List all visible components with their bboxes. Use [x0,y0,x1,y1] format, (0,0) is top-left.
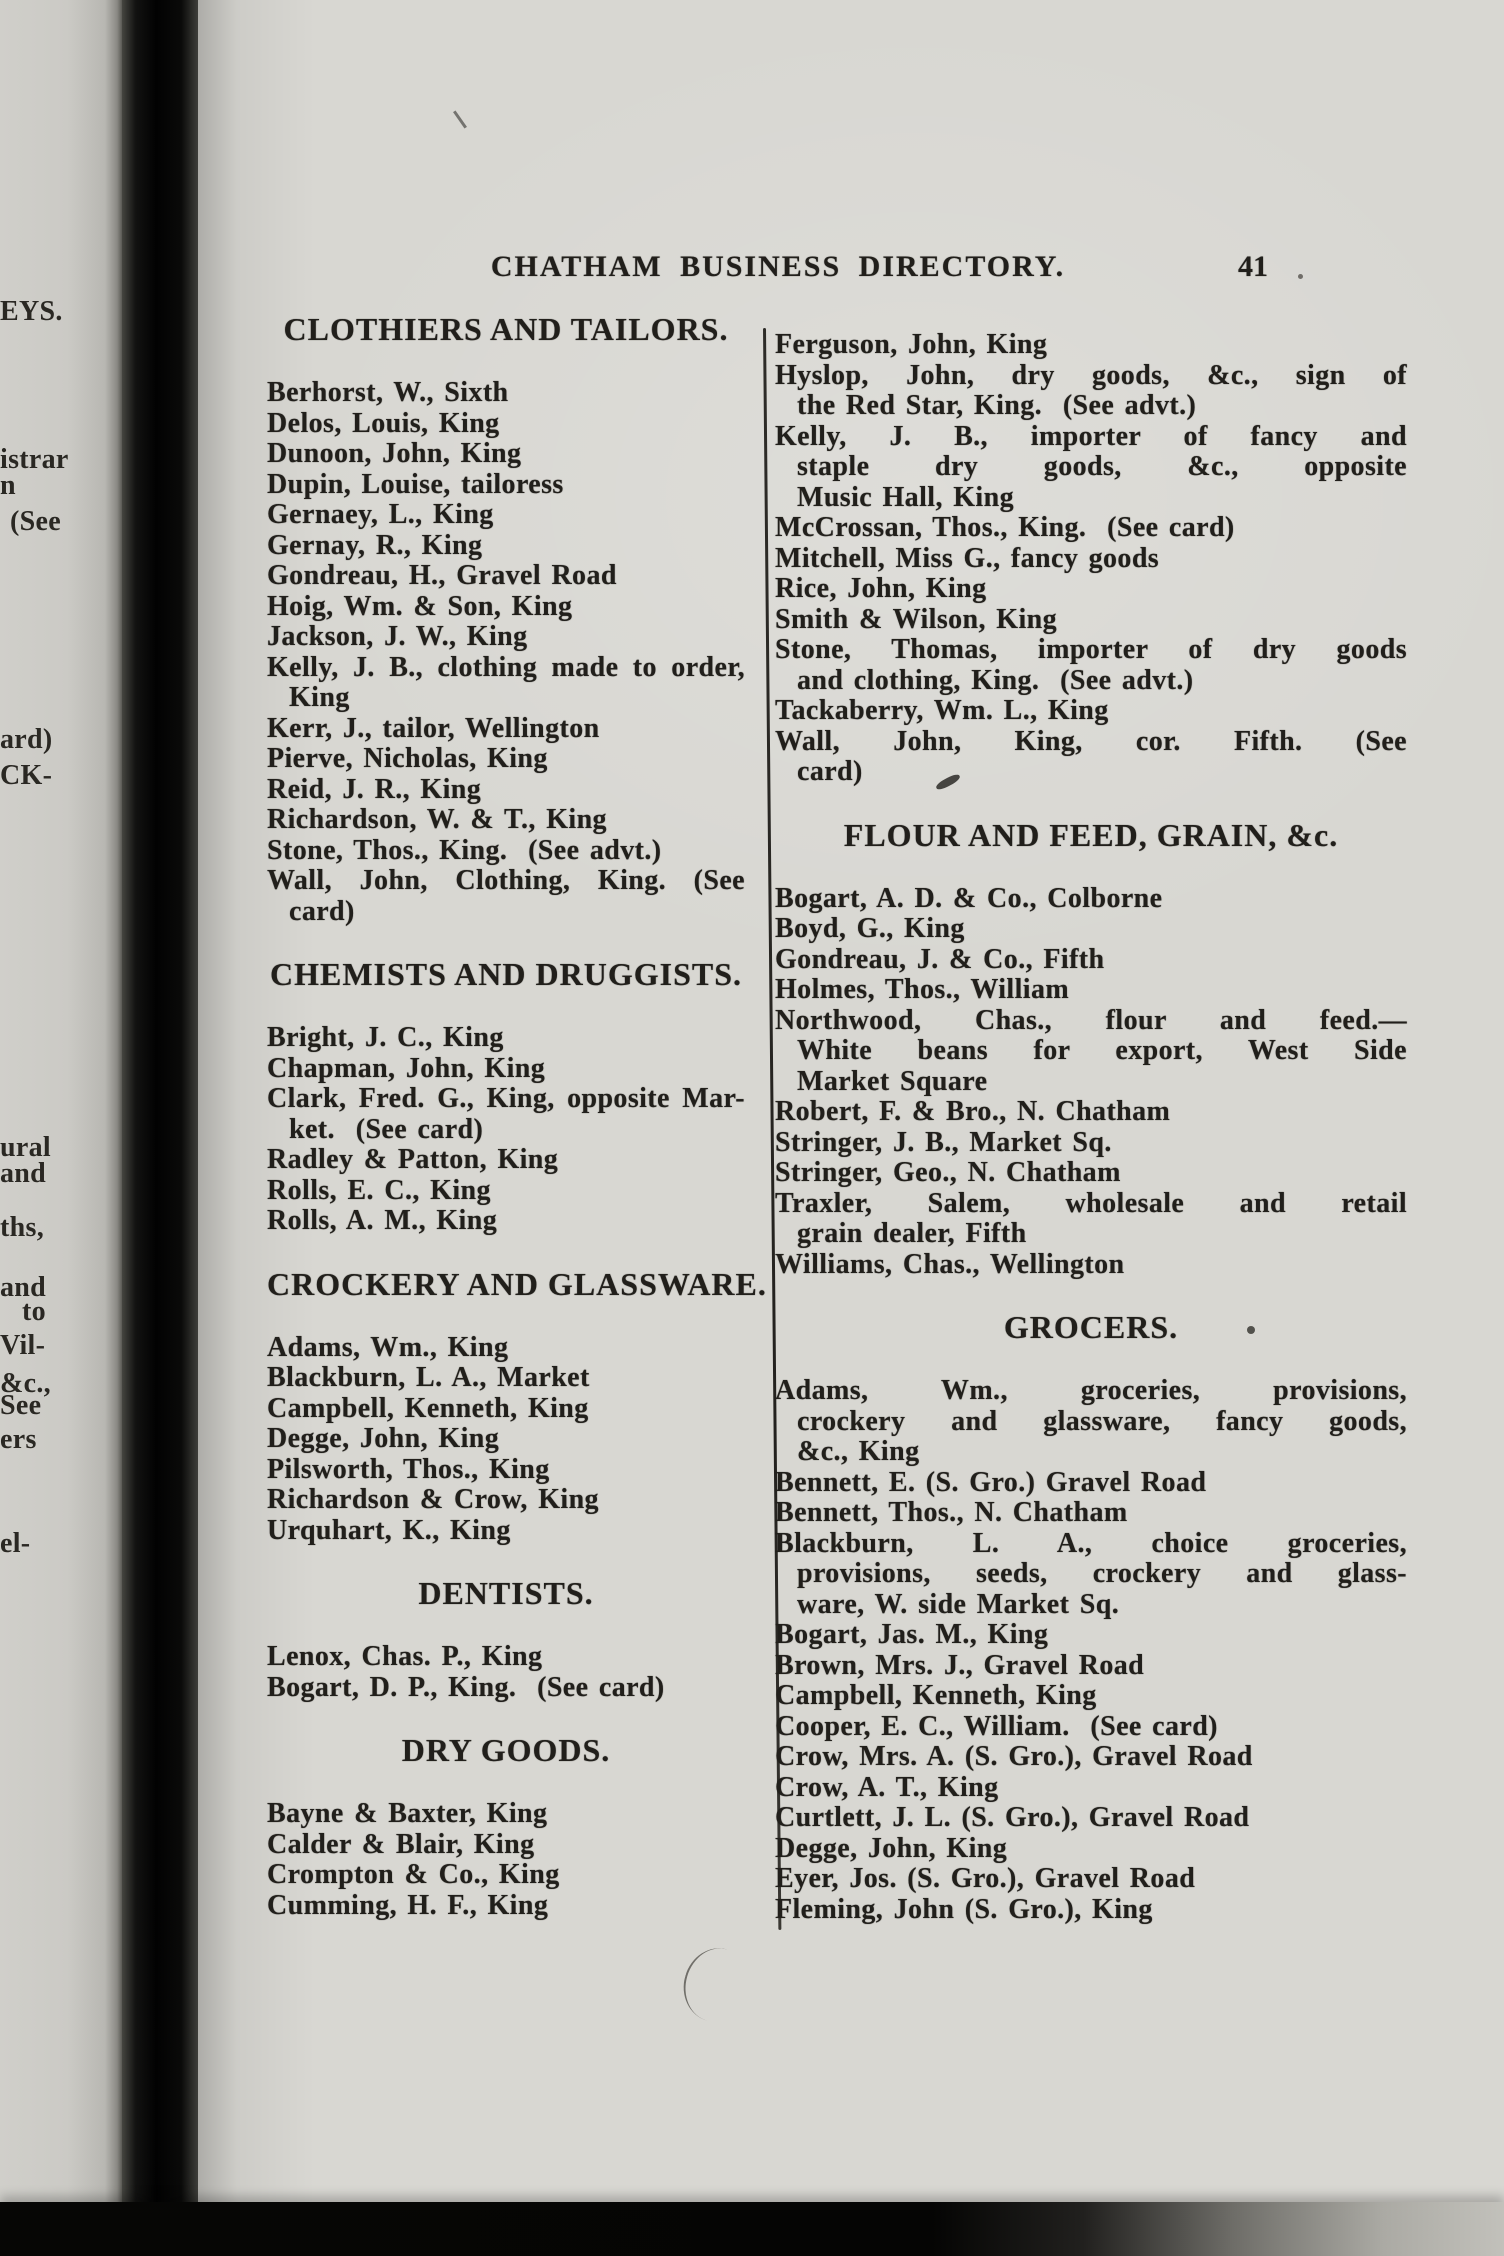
section-heading: DENTISTS. [418,1575,594,1611]
entry-line: Adams, Wm., groceries, provisions, [775,1375,1407,1406]
directory-entry [267,653,745,714]
directory-entry [267,1673,745,1704]
entry-line: Chapman, John, King [267,1052,546,1084]
entry-line: Hyslop, John, dry goods, &c., sign of [775,359,1407,391]
section-heading: FLOUR AND FEED, GRAIN, &c. [843,816,1339,853]
entry-line: the Red Star, King. (See advt.) [797,390,1197,421]
entry-line: Curtlett, J. L. (S. Gro.), Gravel Road [775,1802,1250,1833]
directory-entry [267,622,745,653]
directory-entry [267,1860,745,1891]
entry-line: Urquhart, K., King [267,1514,511,1546]
left-column [267,311,767,1921]
entry-line: Gondreau, H., Gravel Road [267,560,617,591]
directory-entry [775,1468,1407,1499]
directory-entry [267,1485,745,1516]
entry-line: Ferguson, John, King [775,329,1048,360]
directory-entry [775,975,1407,1006]
entry-line: &c., King [797,1436,920,1467]
entry-line: Tackaberry, Wm. L., King [775,695,1109,726]
entry-line: ket. (See card) [289,1113,484,1145]
directory-entry [775,727,1407,788]
entry-line: Campbell, Kenneth, King [775,1680,1097,1711]
entry-line: Delos, Louis, King [267,407,500,439]
edge-fragment: Vil- [0,1330,46,1361]
entry-line: Blackburn, L. A., choice groceries, [775,1527,1407,1559]
edge-fragment: &c., [0,1368,51,1399]
edge-fragment: (See [10,506,61,537]
entry-line: Kelly, J. B., clothing made to order, [267,651,745,683]
entry-line: crockery and glassware, fancy goods, [797,1405,1407,1437]
entry-line: Kelly, J. B., importer of fancy and [775,420,1407,452]
entry-line: Dunoon, John, King [267,438,522,469]
directory-entry [775,1742,1407,1773]
directory-entry [267,1176,745,1207]
directory-entry [775,1620,1407,1651]
directory-entry [775,914,1407,945]
entry-line: card) [289,895,355,927]
directory-entry [775,1250,1407,1281]
directory-entry [775,635,1407,696]
directory-entry [775,1498,1407,1529]
directory-entry [267,1799,745,1830]
directory-entry [775,574,1407,605]
entry-line: Crow, Mrs. A. (S. Gro.), Gravel Road [775,1741,1253,1772]
directory-entry [775,544,1407,575]
edge-fragment: ural [0,1132,51,1163]
edge-fragment: ers [0,1424,37,1455]
entry-line: Degge, John, King [775,1832,1008,1864]
entry-line: Hoig, Wm. & Son, King [267,590,573,622]
entry-line: Degge, John, King [267,1423,500,1454]
entry-list [267,1023,745,1237]
entry-line: King [289,682,350,713]
entry-line: Stone, Thomas, importer of dry goods [775,634,1407,665]
edge-fragment: and [0,1158,47,1189]
scan-artifact [675,1940,759,2029]
entry-line: Stringer, J. B., Market Sq. [775,1126,1112,1158]
entry-line: Music Hall, King [797,481,1014,513]
entry-line: Wall, John, King, cor. Fifth. (See [775,725,1407,757]
entry-line: Crompton & Co., King [267,1859,560,1890]
directory-entry [267,500,745,531]
directory-entry [267,1455,745,1486]
directory-entry [267,1084,745,1145]
entry-line: and clothing, King. (See advt.) [797,664,1194,696]
entry-line: Rice, John, King [775,573,987,604]
directory-entry [775,422,1407,514]
scan-artifact [453,110,467,128]
entry-line: Radley & Patton, King [267,1144,559,1175]
edge-fragment: CK- [0,760,53,791]
entry-line: Cumming, H. F., King [267,1889,549,1921]
entry-line: provisions, seeds, crockery and glass- [797,1558,1407,1589]
directory-entry [775,1158,1407,1189]
entry-line: Northwood, Chas., flour and feed.— [775,1004,1407,1036]
entry-line: Stringer, Geo., N. Chatham [775,1157,1121,1188]
entry-line: Calder & Blair, King [267,1828,535,1860]
directory-page [198,0,1504,2256]
entry-line: Crow, A. T., King [775,1771,999,1803]
directory-entry [267,836,745,867]
directory-entry [775,330,1407,361]
directory-entry [267,1642,745,1673]
entry-line: Richardson, W. & T., King [267,804,607,835]
directory-entry [267,1830,745,1861]
directory-entry [267,1206,745,1237]
entry-line: Dupin, Louise, tailoress [267,468,564,500]
entry-line: Kerr, J., tailor, Wellington [267,712,600,744]
directory-entry [267,1394,745,1425]
directory-entry [775,1006,1407,1098]
directory-entry [775,1128,1407,1159]
entry-line: Gondreau, J. & Co., Fifth [775,943,1105,975]
directory-entry [267,1023,745,1054]
entry-line: Reid, J. R., King [267,773,482,805]
entry-line: Clark, Fred. G., King, opposite Mar- [267,1083,745,1114]
section-heading: CLOTHIERS AND TAILORS. [283,311,729,347]
scan-artifact [1298,274,1303,279]
page-number: 41 [1238,250,1268,283]
entry-line: card) [797,756,863,787]
page-header: CHATHAM BUSINESS DIRECTORY. [490,250,1066,283]
edge-fragment: ths, [0,1212,44,1243]
directory-entry [267,1333,745,1364]
entry-line: Richardson & Crow, King [267,1484,599,1515]
edge-fragment: to [22,1296,46,1327]
entry-list [775,884,1407,1281]
directory-entry [775,1529,1407,1621]
entry-line: Holmes, Thos., William [775,974,1070,1005]
entry-line: Blackburn, L. A., Market [267,1362,590,1393]
directory-entry [775,1803,1407,1834]
directory-entry [267,531,745,562]
entry-line: Boyd, G., King [775,913,965,944]
entry-line: Smith & Wilson, King [775,603,1058,635]
entry-line: Bright, J. C., King [267,1022,504,1053]
entry-list [267,1799,745,1921]
entry-line: Wall, John, Clothing, King. (See [267,865,745,896]
entry-list [267,378,745,927]
entry-line: Bayne & Baxter, King [267,1798,548,1829]
entry-line: Eyer, Jos. (S. Gro.), Gravel Road [775,1863,1196,1894]
directory-entry [775,945,1407,976]
directory-entry [267,470,745,501]
book-gutter [122,0,198,2256]
entry-list [775,330,1407,788]
entry-line: Williams, Chas., Wellington [775,1248,1125,1280]
directory-entry [267,592,745,623]
section-heading: CHEMISTS AND DRUGGISTS. [270,956,742,992]
entry-line: Fleming, John (S. Gro.), King [775,1893,1153,1925]
previous-page-edge [0,0,122,2256]
entry-line: Lenox, Chas. P., King [267,1641,543,1672]
section-heading: GROCERS. [1003,1309,1179,1345]
entry-line: Berhorst, W., Sixth [267,377,509,408]
directory-entry [775,1651,1407,1682]
directory-entry [775,1712,1407,1743]
edge-fragment: See [0,1390,42,1421]
directory-entry [267,1054,745,1085]
entry-line: ware, W. side Market Sq. [797,1588,1120,1620]
right-column [775,330,1407,1925]
directory-entry [267,439,745,470]
directory-entry [267,1145,745,1176]
directory-entry [775,1895,1407,1926]
directory-entry [775,884,1407,915]
edge-fragment: EYS. [0,296,63,327]
directory-entry [267,866,745,927]
directory-entry [267,744,745,775]
entry-line: Stone, Thos., King. (See advt.) [267,834,662,866]
entry-line: Traxler, Salem, wholesale and retail [775,1187,1407,1219]
directory-entry [267,1516,745,1547]
entry-line: Market Square [797,1065,988,1097]
entry-line: Gernay, R., King [267,529,483,561]
entry-list [267,1642,745,1703]
entry-line: Campbell, Kenneth, King [267,1392,589,1424]
directory-entry [775,1864,1407,1895]
entry-line: Adams, Wm., King [267,1331,509,1363]
entry-line: Rolls, A. M., King [267,1205,498,1236]
entry-line: Pierve, Nicholas, King [267,743,548,774]
section-heading: CROCKERY AND GLASSWARE. [267,1265,767,1302]
directory-entry [267,714,745,745]
entry-line: Rolls, E. C., King [267,1174,491,1206]
directory-entry [267,805,745,836]
entry-line: Bogart, Jas. M., King [775,1619,1049,1650]
directory-entry [267,775,745,806]
entry-line: Bennett, E. (S. Gro.) Gravel Road [775,1466,1207,1498]
entry-line: Gernaey, L., King [267,499,494,530]
entry-line: staple dry goods, &c., opposite [797,451,1407,482]
directory-entry [267,1424,745,1455]
entry-line: McCrossan, Thos., King. (See card) [775,512,1235,543]
directory-entry [775,513,1407,544]
entry-line: Bennett, Thos., N. Chatham [775,1497,1128,1528]
directory-entry [775,1773,1407,1804]
entry-line: White beans for export, West Side [797,1035,1407,1066]
directory-entry [267,561,745,592]
directory-entry [267,1363,745,1394]
directory-entry [775,1681,1407,1712]
scan-artifact [1247,1326,1255,1334]
section-heading: DRY GOODS. [401,1732,611,1768]
entry-line: Pilsworth, Thos., King [267,1453,550,1485]
directory-entry [775,1376,1407,1468]
entry-line: Bogart, A. D. & Co., Colborne [775,882,1163,914]
directory-entry [775,696,1407,727]
directory-entry [267,378,745,409]
entry-list [775,1376,1407,1925]
directory-entry [267,409,745,440]
entry-line: grain dealer, Fifth [797,1218,1027,1249]
entry-line: Mitchell, Miss G., fancy goods [775,542,1160,574]
edge-fragment: ard) [0,724,53,755]
edge-fragment: n [0,470,16,501]
directory-entry [775,1834,1407,1865]
edge-fragment: istrar [0,444,69,475]
edge-fragment: el- [0,1528,31,1559]
entry-line: Jackson, J. W., King [267,621,528,652]
entry-line: Robert, F. & Bro., N. Chatham [775,1096,1171,1127]
bottom-scan-edge [0,2202,1504,2256]
directory-entry [775,1097,1407,1128]
entry-list [267,1333,745,1547]
entry-line: Bogart, D. P., King. (See card) [267,1671,665,1703]
directory-entry [775,605,1407,636]
directory-entry [775,361,1407,422]
edge-fragment: and [0,1272,47,1303]
entry-line: Brown, Mrs. J., Gravel Road [775,1649,1145,1681]
directory-entry [267,1891,745,1922]
directory-entry [775,1189,1407,1250]
entry-line: Cooper, E. C., William. (See card) [775,1710,1218,1742]
